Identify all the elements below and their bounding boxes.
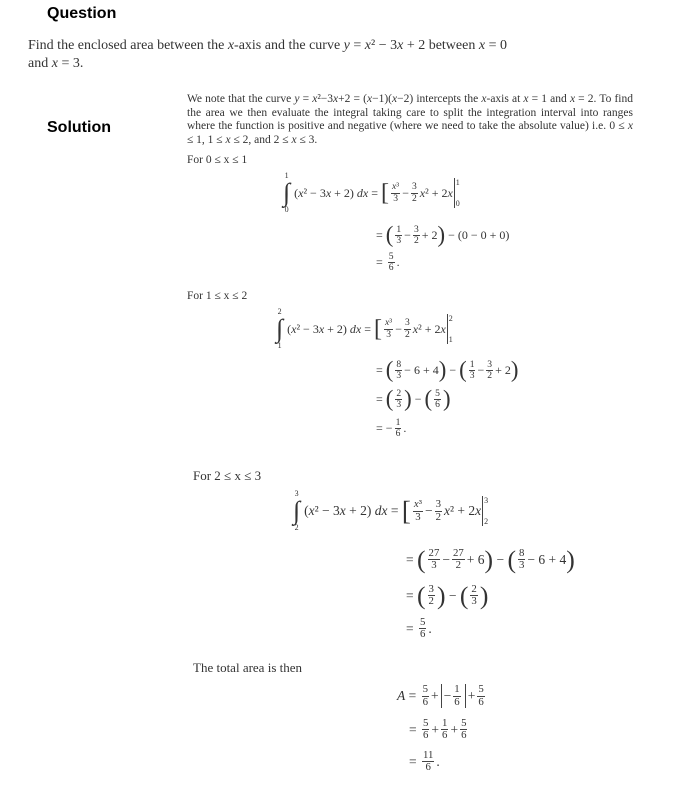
integral-sign-icon: 1 ∫ 0 — [283, 171, 291, 214]
case-1-integral: 1 ∫ 0 (x² − 3x + 2) dx = [ $\frac{\text{x³}}{3}$ − $\frac{3}{2}$ x ² + 2 x 1 0 — [283, 171, 460, 214]
integral-sign-icon: 3 ∫ 2 — [293, 489, 301, 532]
case-3-step-2: = ( $\frac{3}{2}$ ) − ( $\frac{2}{3}$ ) — [406, 581, 489, 610]
total-line-2: = $\frac{5}{6}$ + $\frac{1}{6}$ + $\frac{5}{6}$ — [409, 717, 467, 742]
case-3-result: = $\frac{5}{6}$ . — [406, 616, 432, 641]
case-3-label: For 2 ≤ x ≤ 3 — [193, 468, 262, 483]
case-2-integral: 2 ∫ 1 (x² − 3x + 2) dx = [ $\frac{\text{x³}}{3}$ − $\frac{3}{2}$ x ² + 2 x 2 1 — [276, 307, 453, 350]
case-1-step-1: = ( $\frac{1}{3}$ − $\frac{3}{2}$ + 2 ) − (0 − 0 + 0) — [376, 222, 510, 247]
question-line-2: and x = 3. — [28, 56, 84, 71]
solution-intro: We note that the curve y = x²−3x+2 = (x−1)(x−2) intercepts the x-axis at x = 1 and x = 2. To find the area we then evaluate the integral taking care to split the integration interval into ranges where the function is positive and negative (where we need to take the absolute value) i.e. 0 ≤ x ≤ 1, 1 ≤ x ≤ 2, and 2 ≤ x ≤ 3. — [187, 93, 634, 146]
case-2-step-1: = ( $\frac{8}{3}$ − 6 + 4 ) − ( $\frac{1}{3}$ − $\frac{3}{2}$ + 2 ) — [376, 357, 519, 382]
case-3-integral: 3 ∫ 2 (x² − 3x + 2) dx = [ $\frac{\text{x³}}{3}$ − $\frac{3}{2}$ x ² + 2 x 3 2 — [293, 489, 489, 532]
total-label: The total area is then — [193, 660, 303, 675]
case-2-step-2: = ( $\frac{2}{3}$ ) − ( $\frac{5}{6}$ ) — [376, 386, 451, 411]
case-1-label: For 0 ≤ x ≤ 1 — [187, 154, 248, 166]
total-line-1: A = $\frac{5}{6}$ + − $\frac{1}{6}$ + $\frac{5}{6}$ — [397, 683, 484, 708]
integral-sign-icon: 2 ∫ 1 — [276, 307, 284, 350]
case-2-label: For 1 ≤ x ≤ 2 — [187, 290, 248, 302]
question-line-1: Find the enclosed area between the x-axis and the curve y = x² − 3x + 2 between x = 0 — [28, 38, 507, 53]
total-result: = $\frac{11}{6}$ . — [409, 749, 440, 774]
case-2-result: = − $\frac{1}{6}$ . — [376, 417, 407, 440]
solution-heading: Solution — [47, 119, 111, 136]
case-3-step-1: = ( $\frac{27}{3}$ − $\frac{27}{2}$ + 6 ) − ( $\frac{8}{3}$ − 6 + 4 ) — [406, 545, 575, 574]
case-1-result: = $\frac{5}{6}$ . — [376, 251, 400, 274]
question-heading: Question — [47, 5, 117, 22]
